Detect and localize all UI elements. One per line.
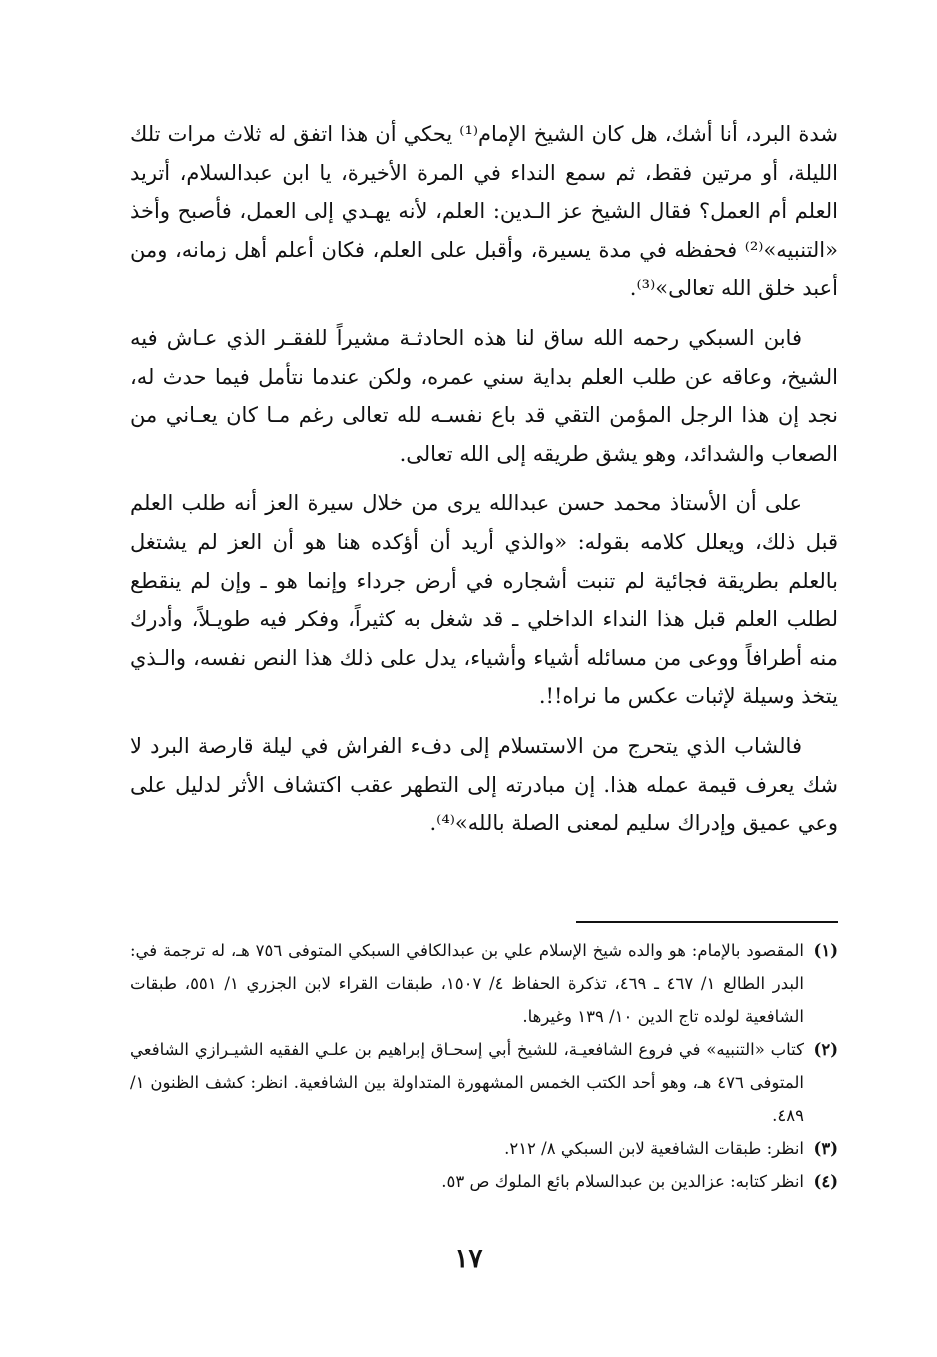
footnote-2 <box>130 1033 838 1132</box>
footnote-number: (٢) <box>813 1040 838 1059</box>
footnote-separator-rule <box>576 921 838 923</box>
paragraph-2: فابن السبكي رحمه الله ساق لنا هذه الحادثـة مشيراً للفقـر الذي عـاش فيه الشيخ، وعاقه عن طلب العلم بداية سني عمره، ولكن عندما نتأمل فيما حدث له، نجد إن هذا الرجل المؤمن التقي قد باع نفسـه لله تعالى رغم مـا كان يعـاني من الصعاب والشدائد، وهو يشق طريقه إلى الله تعالى. <box>130 325 838 466</box>
footnote-4 <box>130 1165 838 1198</box>
main-text-column <box>130 115 838 854</box>
footnote-text: انظر كتابه: عزالدين بن عبدالسلام بائع الملوك ص ٥٣. <box>441 1172 804 1191</box>
footnotes <box>130 934 838 1198</box>
footnote-text: المقصود بالإمام: هو والده شيخ الإسلام علي بن عبدالكافي السبكي المتوفى ٧٥٦ هـ، له ترجمة في: البدر الطالع ١/ ٤٦٧ ـ ٤٦٩، تذكرة الحفاظ ٤/ ١٥٠٧، طبقات القراء لابن الجزري ١/ ٥٥١، طبقات الشافعية لولده تاج الدين ١٠/ ١٣٩ وغيرها. <box>130 941 804 1026</box>
footnote-3 <box>130 1132 838 1165</box>
body-text <box>130 115 838 843</box>
footnote-text: كتاب «التنبيه» في فروع الشافعيـة، للشيخ أبي إسحـاق إبراهيم بن علـي الفقيه الشيـرازي الشافعي المتوفى ٤٧٦ هـ، وهو أحد الكتب الخمس المشهورة المتداولة بين الشافعية. انظر: كشف الظنون ١/ ٤٨٩. <box>130 1040 804 1125</box>
paragraph-4: فالشاب الذي يتحرج من الاستسلام إلى دفء الفراش في ليلة قارصة البرد لا شك يعرف قيمة عمله هذا. إن مبادرته إلى التطهر عقب اكتشاف الأثر لدليل على وعي عميق وإدراك سليم لمعنى الصلة بالله»⁽⁴⁾. <box>130 733 838 836</box>
footnote-number: (٣) <box>813 1139 838 1158</box>
footnote-number: (٤) <box>813 1172 838 1191</box>
footnote-number: (١) <box>813 941 838 960</box>
footnote-text: انظر: طبقات الشافعية لابن السبكي ٨/ ٢١٢. <box>504 1139 804 1158</box>
paragraph-1: شدة البرد، أنا أشك، هل كان الشيخ الإمام⁽¹⁾ يحكي أن هذا اتفق له ثلاث مرات تلك الليلة، أو مرتين فقط، ثم سمع النداء في المرة الأخيرة، يا ابن عبدالسلام، أتريد العلم أم العمل؟ فقال الشيخ عز الـدين: العلم، لأنه يهـدي إلى العمل، فأصبح وأخذ «التنبيه»⁽²⁾ فحفظه في مدة يسيرة، وأقبل على العلم، فكان أعلم أهل زمانه، ومن أعبد خلق الله تعالى»⁽³⁾. <box>130 122 838 301</box>
page-number: ١٧ <box>454 1244 483 1274</box>
footnote-1 <box>130 934 838 1033</box>
paragraph-3: على أن الأستاذ محمد حسن عبدالله يرى من خلال سيرة العز أنه طلب العلم قبل ذلك، ويعلل كلامه بقوله: «والذي أريد أن أؤكده هنا هو أن العز لم يشتغل بالعلم بطريقة فجائية لم تنبت أشجاره في أرض جرداء وإنما هو ـ وإن لم ينقطع لطلب العلم قبل هذا النداء الداخلي ـ قد شغل به كثيراً، وفكر فيه طويـلاً، وأدرك منه أطرافاً ووعى من مسائله أشياء وأشياء، يدل على ذلك هذا النص نفسه، والـذي يتخذ وسيلة لإثبات عكس ما نراه!!. <box>130 491 838 709</box>
